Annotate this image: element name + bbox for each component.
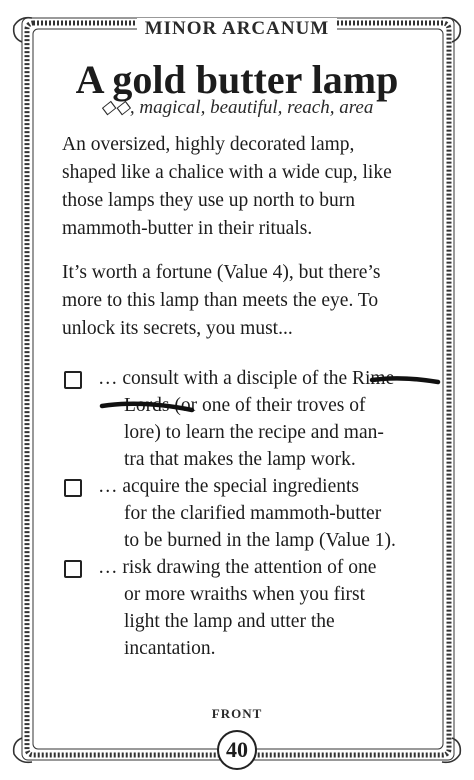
- requirement-line: tra that makes the lamp work.: [124, 449, 356, 470]
- requirement-line: or more wraiths when you first: [124, 584, 365, 605]
- value-line: unlock its secrets, you must...: [62, 318, 293, 339]
- card-side-label: FRONT: [211, 706, 263, 721]
- description-line: An oversized, highly decorated lamp,: [62, 134, 355, 155]
- description-line: mammoth-butter in their rituals.: [62, 218, 313, 239]
- requirement-line: lore) to learn the recipe and man-: [124, 422, 384, 443]
- requirement-line: to be burned in the lamp (Value 1).: [124, 530, 396, 551]
- card-tags: ◇◇, magical, beautiful, reach, area: [100, 97, 374, 118]
- requirement-line: … acquire the special ingredients: [98, 476, 359, 497]
- requirement-line: … risk drawing the attention of one: [98, 557, 377, 578]
- requirement-line: Lords (or one of their troves of: [124, 395, 366, 416]
- requirement-line: … consult with a disciple of the Rime: [98, 368, 395, 389]
- value-line: more to this lamp than meets the eye. To: [62, 290, 379, 311]
- description-line: those lamps they use up north to burn: [62, 190, 356, 211]
- value-line: It’s worth a fortune (Value 4), but there’s: [62, 262, 381, 283]
- requirement-line: light the lamp and utter the: [124, 611, 335, 632]
- scribble-line-rime: [372, 378, 438, 382]
- card-title: A gold butter lamp: [75, 57, 399, 102]
- requirement-line: incantation.: [124, 638, 216, 659]
- description-line: shaped like a chalice with a wide cup, like: [62, 162, 392, 183]
- category-label: MINOR ARCANUM: [137, 18, 338, 40]
- requirement-line: for the clarified mammoth-butter: [124, 503, 382, 524]
- scribble-line-lords: [102, 404, 192, 410]
- page-number-badge: 40: [217, 730, 257, 770]
